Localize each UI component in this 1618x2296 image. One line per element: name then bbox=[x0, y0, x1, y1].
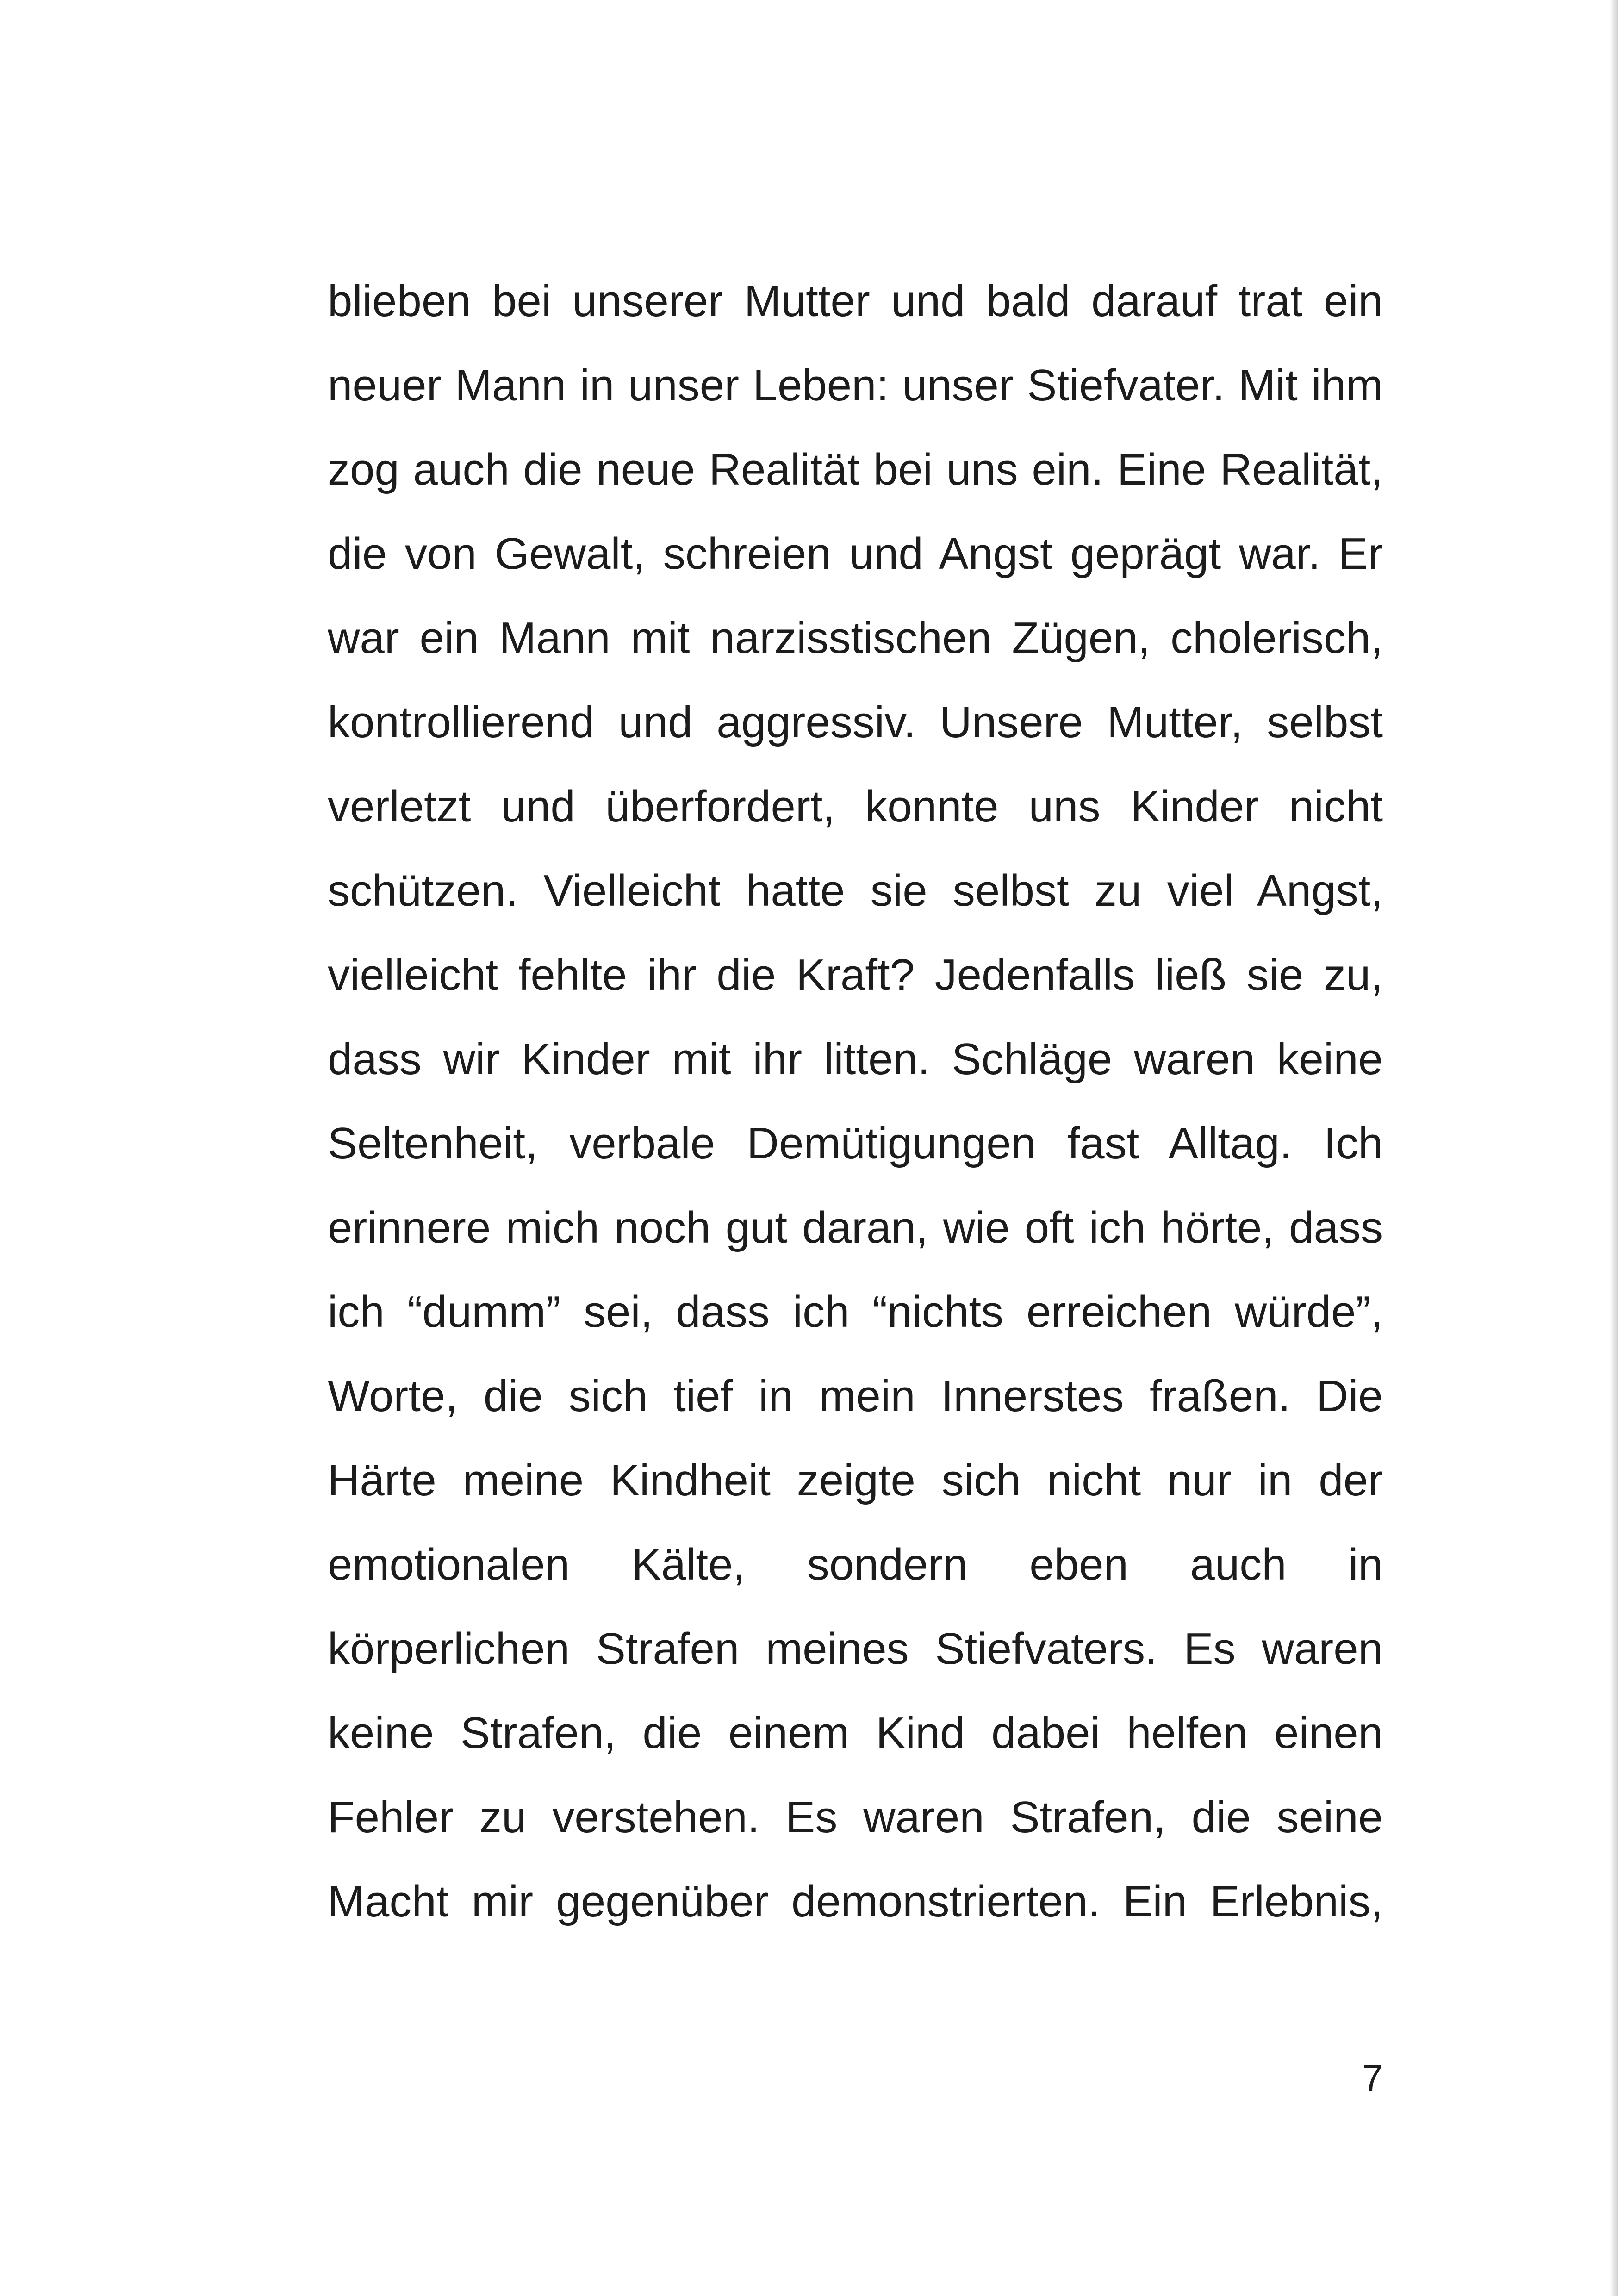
text-line: keine Strafen, die einem Kind dabei helfen einen bbox=[328, 1708, 1383, 1758]
text-line: körperlichen Strafen meines Stiefvaters. Es waren bbox=[328, 1624, 1383, 1674]
text-line: war ein Mann mit narzisstischen Zügen, cholerisch, bbox=[328, 613, 1383, 663]
page-number: 7 bbox=[1362, 2057, 1383, 2098]
text-line: zog auch die neue Realität bei uns ein. Eine Realität, bbox=[328, 445, 1383, 494]
text-line: kontrollierend und aggressiv. Unsere Mutter, selbst bbox=[328, 697, 1383, 747]
text-line: dass wir Kinder mit ihr litten. Schläge waren keine bbox=[328, 1034, 1383, 1084]
text-line: emotionalen Kälte, sondern eben auch in bbox=[328, 1540, 1383, 1589]
text-line: erinnere mich noch gut daran, wie oft ich hörte, dass bbox=[328, 1203, 1383, 1252]
body-text bbox=[328, 259, 1383, 1944]
text-line: verletzt und überfordert, konnte uns Kinder nicht bbox=[328, 782, 1383, 831]
text-line: neuer Mann in unser Leben: unser Stiefvater. Mit ihm bbox=[328, 361, 1383, 410]
text-line: vielleicht fehlte ihr die Kraft? Jedenfalls ließ sie zu, bbox=[328, 950, 1383, 1000]
text-line: Fehler zu verstehen. Es waren Strafen, die seine bbox=[328, 1792, 1383, 1842]
text-line: Macht mir gegenüber demonstrierten. Ein Erlebnis, bbox=[328, 1877, 1383, 1926]
text-line: ich “dumm” sei, dass ich “nichts erreichen würde”, bbox=[328, 1287, 1383, 1337]
page-edge-shadow bbox=[1610, 0, 1618, 2296]
text-line: Worte, die sich tief in mein Innerstes fraßen. Die bbox=[328, 1371, 1383, 1421]
text-line: schützen. Vielleicht hatte sie selbst zu viel Angst, bbox=[328, 866, 1383, 915]
text-line: Seltenheit, verbale Demütigungen fast Alltag. Ich bbox=[328, 1119, 1383, 1168]
text-line: die von Gewalt, schreien und Angst geprägt war. Er bbox=[328, 529, 1383, 579]
text-line: blieben bei unserer Mutter und bald darauf trat ein bbox=[328, 276, 1383, 326]
text-line: Härte meine Kindheit zeigte sich nicht nur in der bbox=[328, 1456, 1383, 1505]
